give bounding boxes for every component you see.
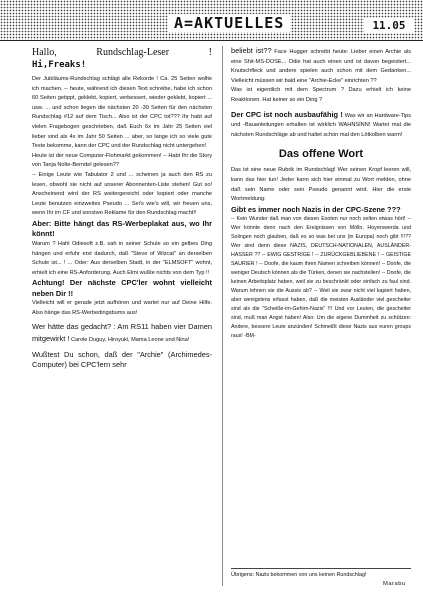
intro-paragraph: Der Jubiläums-Rundschlag schlägt alle Rekorde ! Ca. 25 Seiten wollte ich machen. -- heute, während ich diesen Text schreibe, habe ich schon 60 Seiten getippt, geklebt, kopiert, verbessert, wieder geklebt, kopiert ... usw. ... und schon liegen die nächsten 20 -30 Seiten für den nächsten Rundschlag #12 auf dem Tisch... Also ist der CPC tot??? Ihr habt auf vielen Fragebogen geschrieben, daß Euch 6x im Jahr 25 Seiten viel lieber sind als 4x im Jahr 50 Seiten ... aber, so lange ich so viele gute Texte bekomme, kann der CPC und der Rundschlag nicht untergehen!: [32, 76, 212, 150]
archie-lead: beliebt ist??: [231, 46, 272, 55]
poster-callout: Aber: Bitte hängt das RS-Werbeplakat aus, wo Ihr könnt!: [32, 218, 212, 239]
greeting-line: [32, 46, 212, 59]
greeting-reader: Rundschlag-Leser: [96, 47, 170, 58]
cpc-paragraph: [231, 110, 411, 141]
footer-note: Übrigens: Nazis bekommen von uns keinen Rundschlag!: [231, 572, 367, 578]
open-word-question: Gibt es immer noch Nazis in der CPC-Szene ???: [231, 204, 401, 214]
neighbor-paragraph: Vielleicht will er gerade jetzt aufhören und wartet nur auf Deine Hilfe. Also hänge das RS-Werbedingsbums aus!: [32, 300, 212, 316]
archie-continued: [231, 46, 411, 86]
ladies-paragraph: [32, 322, 212, 345]
open-word-body: -- Kein Wunder daß man von diesen Exoten nur noch selten etwas hört! -- Wer könnte denn nach den Ereignissen von Mölln, Hoyerswerda und Solingen noch glauben, daß es so was bei uns (in Europa) noch gibt !!!?? Wer sind denn diese NAZIS, DEUTSCH-NATIONALEN, AUSLÄNDER-HASSER ?? -- EWIG GESTRIGE ! -- ZURÜCKGEBLIEBENE ! -- GEISTIGE SAURIER ! -- Doofe, die kaum ihren Namen schreiben können! -- Doofe, die weniger Deutsch können als die Türken, denen sie nachstellen! -- Doofe, die keinen Arbeitsplatz haben, weil sie zu beschränkt oder einfach zu faul sind. Warum lehnen sie die Aussis ab? -- Weil sie zwar nicht viel kapiert haben, aber wenigstens erfasst haben, daß die meisten Ausländer viel gescheiter sind als die "Scheiße-im-Gehirn-Nazis" !!! Und vor Leuten, die gescheiter sind, muß man Angst haben! Also: Um die eigene Dummheit zu schützen: Andere, bessere Leute anzünden! Schmeißt diese Nazis aus euren groups raus! -BM-: [231, 216, 411, 340]
archie-paragraph: Wußtest Du schon, daß der "Archie" (Archimedes-Computer) bei CPC'lern sehr: [32, 349, 212, 370]
ladies-names: Carole Duguy, Hiroyuki, Mama Leone und Nina!: [70, 337, 190, 344]
issue-number: 11.05: [364, 18, 414, 33]
open-word-title: Das offene Wort: [278, 148, 364, 161]
right-column: [231, 46, 411, 341]
archie-text: Face Hugger schreibt heute: Lieber einen Archie als eine Shit-MS-DOSE... Odie hat auch einen und ist davon begeistert... Knutschfleck und andere spielen auch schon mit dem Gedanken... Vielleicht müssen wir bald eine "Archie-Ecke" einrichten ??: [231, 49, 412, 84]
poster-paragraph: Warum ? Hahl Odiesoft z.B. sah in seiner Schule so ein gelbes Ding hängen und erfuhr erst dadurch, daß "Steve of Wizcat" an derselben Schule ist... ! ... Oder: Aus derselben Stadt, in der "ELMSOFT" wohnt, erhielt ich eine RS-Anforderung. Auch Elmi wußte nichts von dem Typ !!: [32, 240, 212, 276]
signature: Marabu: [383, 581, 406, 587]
spectrum-paragraph: Was ist eigentlich mit dem Spectrum ? Dazu erhielt ich keine Reaktionen. Hat keiner so ein Ding ?: [231, 87, 411, 103]
readers-paragraph: -- Einige Leute wie Tabulator 2 und ... scheinen ja auch den RS zu lesen, obwohl sie nicht auf unserer Abonnenten-Liste stehen! Gut so! Anscheinend wird der RS weitergereicht oder kopiert oder manche Leute benutzen einzweites Pseudo ... Sei's wie's will, wir freuen uns, wenn Ihr im CF und sonstwo Reklame für den Rundschlag macht!!: [32, 171, 212, 217]
greeting-hallo: Hallo,: [32, 47, 57, 58]
ladies-lead: Wer hätte das gedacht? : Am RS11 haben vier Damen mitgewirkt !: [32, 322, 212, 344]
section-title: A=AKTUELLES: [168, 14, 290, 32]
cpc-text: Was wir an Hardware-Tips und -Bauanleitungen erhalten ist wirklich WAHNSINN! Wartet mal die nächsten Rundschläge ab und haltet schon mal den Lötkolben warm!: [231, 112, 411, 138]
cpc-headline: Der CPC ist noch ausbaufähig !: [231, 109, 343, 119]
open-word-intro: Das ist eine neue Rubrik im Rundschlag! Wer seinen Kropf leeren will, kann das hier tun! Jeder kann sich hier einmal zu Wort melden, ohne daß sein Name oder sein Pseudo genannt wird. Hier die erste Wortmeldung:: [231, 167, 411, 203]
greeting-exclamation: !: [208, 47, 212, 58]
flohmarkt-paragraph: Heute ist der neue Computer-Flohmarkt gekommen! -- Habt Ihr die Story von Tanja Nolte-Berndel gelesen??: [32, 152, 212, 169]
neighbor-callout: Achtung! Der nächste CPC'ler wohnt vielleicht neben Dir !!: [32, 278, 212, 298]
column-divider: [222, 46, 223, 586]
left-column: [32, 46, 212, 371]
footer-rule: [231, 568, 411, 569]
subtitle: Hi,Freaks!: [32, 60, 87, 70]
